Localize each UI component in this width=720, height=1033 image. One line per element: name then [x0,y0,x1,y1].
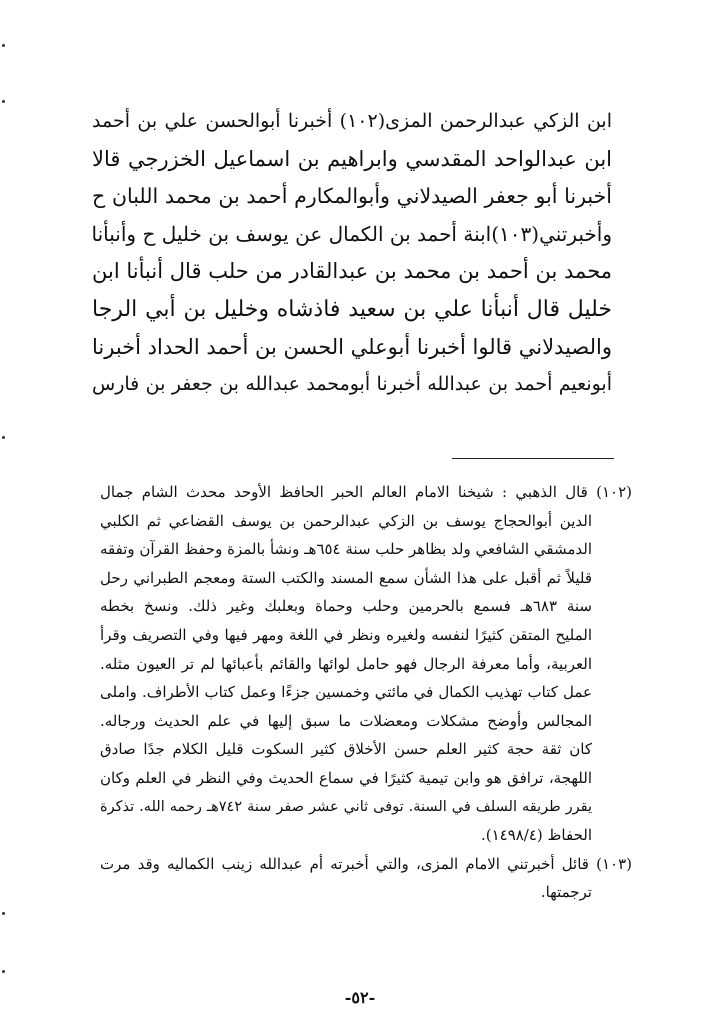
scan-edge-mark [2,436,5,439]
scan-edge-mark [2,970,5,973]
footnote-line: المليح المتقن كثيرًا لنفسه ولغيره ونظر في اللغة ومهر فيها وفي التصريف وقرأ [100,625,592,644]
footnote-line: كان ثقة حجة كثير العلم حسن الأخلاق كثير السكوت قليل الكلام جدًا صادق [100,740,592,759]
footnote-line: (١٠٢) قال الذهبي : شيخنا الامام العالم الحبر الحافظ الأوحد محدث الشام جمال [100,483,632,501]
main-text-line: محمد بن أحمد بن محمد بن عبدالقادر من حلب قال أنبأنا ابن [92,259,612,284]
footnote-line: الحفاظ (١٤٩٨/٤). [480,826,592,845]
footnote-line: ترجمتها. [540,883,592,902]
footnote-line: العربية، وأما معرفة الرجال فهو حامل لوائها والقائم بأعبائها لم تر العيون مثله. [100,654,592,673]
scan-edge-mark [2,100,5,103]
footnote-separator [452,458,614,459]
main-text-line: ابن عبدالواحد المقدسي وابراهيم بن اسماعيل الخزرجي قالا [92,146,612,171]
footnote-line: قليلاً ثم أقبل على هذا الشأن سمع المسند والكتب الستة ومعجم الطبراني رحل [100,568,592,587]
footnote-line: يقرر طريقه السلف في السنة. توفى ثاني عشر صفر سنة ٧٤٢هـ رحمه الله. تذكرة [100,798,593,815]
footnote-line: الدين أبوالحجاج يوسف بن الزكي عبدالرحمن بن يوسف القضاعي ثم الكلبي [100,511,592,530]
footnote-line: المجالس وأوضح مشكلات ومعضلات ما سبق إليها في علم الحديث ورجاله. [100,711,592,730]
main-text-line: ابن الزكي عبدالرحمن المزى(١٠٢) أخبرنا أبوالحسن علي بن أحمد [92,110,612,132]
main-text-line: خليل قال أنبأنا علي بن سعيد فاذشاه وخليل بن أبي الرجا [92,296,612,322]
footnote-line: الدمشقي الشافعي ولد بظاهر حلب سنة ٦٥٤هـ ونشأ بالمزة وحفظ القرآن وتفقه [100,540,592,559]
footnote-line: (١٠٣) قائل أخبرتني الامام المزى، والتي أخبرته أم عبدالله زينب الكماليه وقد مرت [100,854,632,873]
main-text-line: أبونعيم أحمد بن عبدالله أخبرنا أبومحمد عبدالله بن جعفر بن فارس [92,373,612,396]
footnotes-block [100,478,632,907]
footnote-line: اللهجة، ترافق هو وابن تيمية كثيرًا في سماع الحديث وفي النظر في العلم وكان [100,768,592,787]
footnote-line: عمل كتاب تهذيب الكمال في مائتي وخمسين جزءًا وعمل كتاب الأطراف. واملى [100,683,592,702]
main-text-block [92,103,612,404]
main-text-line: وأخبرتني(١٠٣)ابنة أحمد بن الكمال عن يوسف بن خليل ح وأنبأنا [92,221,612,246]
main-text-line: أخبرنا أبو جعفر الصيدلاني وأبوالمكارم أحمد بن محمد اللبان ح [92,184,612,209]
scan-edge-mark [2,912,5,915]
scan-edge-mark [2,44,5,47]
main-text-line: والصيدلاني قالوا أخبرنا أبوعلي الحسن بن أحمد الحداد أخبرنا [92,334,612,359]
footnote-line: سنة ٦٨٣هـ فسمع بالحرمين وحلب وحماة وبعلبك وغير ذلك. ونسخ بخطه [100,597,592,616]
page-number: -٥٢- [344,988,376,1007]
